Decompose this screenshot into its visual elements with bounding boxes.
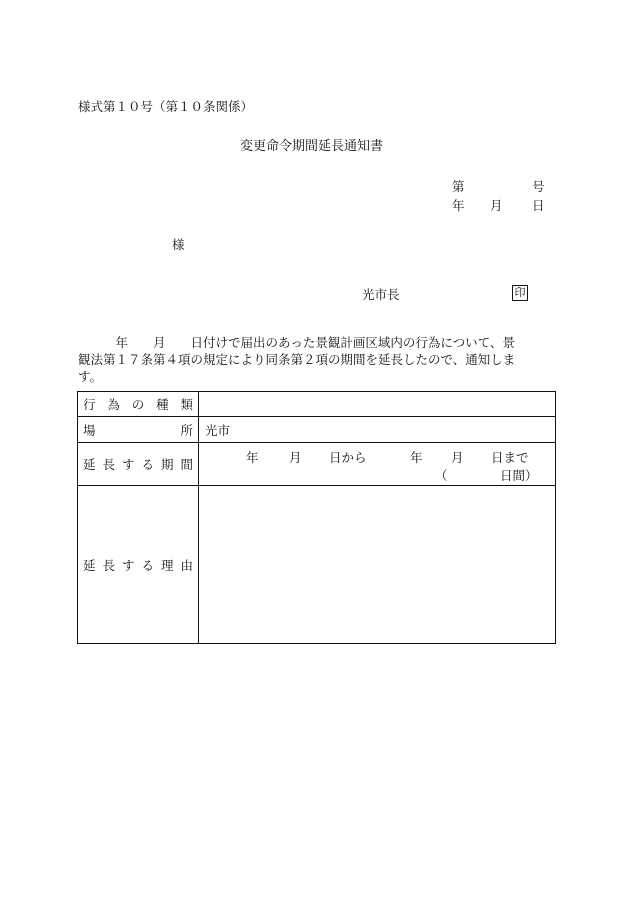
date-month: 月 [490,198,503,213]
row-label-reason: 延長する理由 [78,486,199,644]
table-row [78,417,556,443]
body-line-3: す。 [78,369,103,384]
period-year-from: 年 [246,450,259,465]
table-row [78,486,556,644]
reason-field[interactable] [199,486,556,644]
notice-body [78,334,556,385]
body-line-2: 観法第１７条第４項の規定により同条第２項の期間を延長したので、通知しま [78,352,516,367]
period-year-to: 年 [410,450,423,465]
location-field[interactable]: 光市 [199,417,556,443]
document-title: 変更命令期間延長通知書 [240,139,384,154]
period-month-to: 月 [451,450,464,465]
period-day-from: 日から [329,450,367,465]
period-days-count: 日間） [500,468,538,483]
row-label-action-type: 行為の種類 [78,392,199,417]
number-suffix: 号 [532,179,545,194]
seal-mark: 印 [512,285,528,301]
row-label-location: 場所 [78,417,199,443]
table-row [78,443,556,486]
form-number: 様式第１０号（第１０条関係） [78,99,254,114]
details-table [77,391,556,644]
number-prefix: 第 [452,179,465,194]
issue-date [452,198,545,214]
body-line-1: 年 月 日付けで届出のあった景観計画区域内の行為について、景 [78,335,515,350]
extension-period-field[interactable] [199,443,556,486]
table-row [78,392,556,417]
date-year: 年 [452,198,465,213]
document-number [452,179,545,195]
action-type-field[interactable] [199,392,556,417]
row-label-extension-period: 延長する期間 [78,443,199,486]
period-month-from: 月 [289,450,302,465]
date-day: 日 [532,198,545,213]
period-paren-open: （ [435,468,448,483]
issuer-name: 光市長 [362,287,400,302]
period-day-to: 日まで [491,450,529,465]
addressee-honorific: 様 [172,237,185,252]
